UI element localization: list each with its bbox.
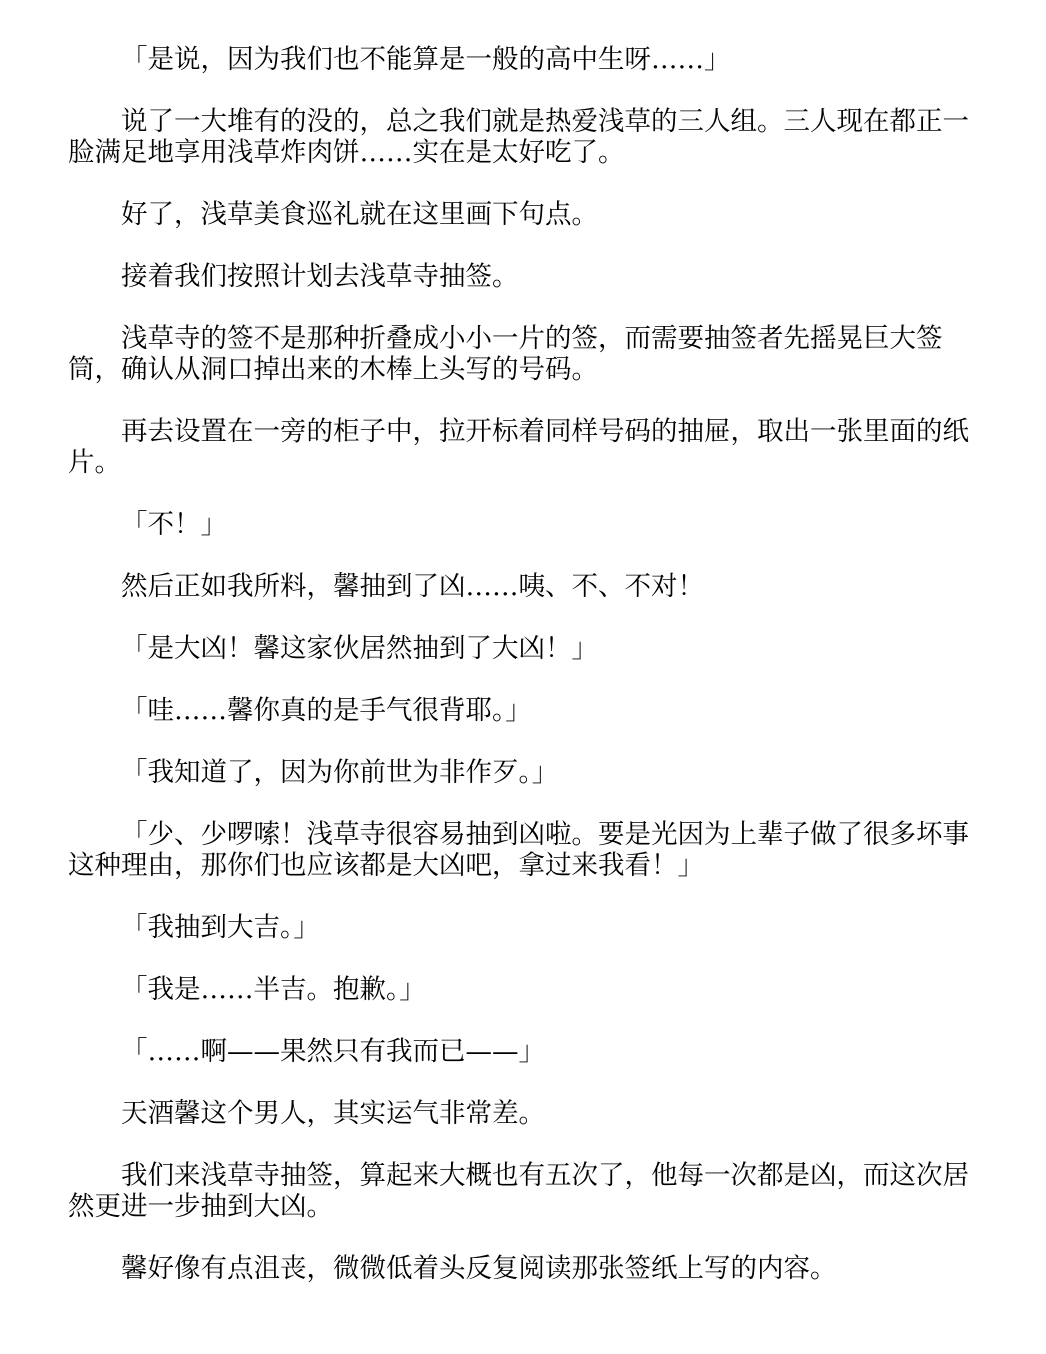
paragraph: 「不！」	[121, 509, 227, 540]
paragraph: 「我知道了，因为你前世为非作歹。」	[121, 757, 559, 788]
paragraph: 再去设置在一旁的柜子中，拉开标着同样号码的抽屉，取出一张里面的纸片。	[68, 416, 969, 478]
paragraph: 「少、少啰嗦！浅草寺很容易抽到凶啦。要是光因为上辈子做了很多坏事这种理由，那你们也应该都是大凶吧，拿过来我看！」	[68, 819, 969, 881]
paragraph: 我们来浅草寺抽签，算起来大概也有五次了，他每一次都是凶，而这次居然更进一步抽到大凶。	[68, 1160, 969, 1222]
paragraph: 浅草寺的签不是那种折叠成小小一片的签，而需要抽签者先摇晃巨大签筒，确认从洞口掉出来的木棒上头写的号码。	[68, 323, 943, 385]
paragraph: 好了，浅草美食巡礼就在这里画下句点。	[121, 199, 598, 230]
paragraph: 说了一大堆有的没的，总之我们就是热爱浅草的三人组。三人现在都正一脸满足地享用浅草炸肉饼……实在是太好吃了。	[68, 106, 969, 168]
paragraph: 「我抽到大吉。」	[121, 912, 320, 943]
paragraph: 然后正如我所料，馨抽到了凶……咦、不、不对！	[121, 571, 704, 602]
paragraph: 「是说，因为我们也不能算是一般的高中生呀……」	[121, 44, 731, 75]
paragraph: 「……啊——果然只有我而已——」	[121, 1036, 545, 1067]
paragraph: 接着我们按照计划去浅草寺抽签。	[121, 261, 519, 292]
paragraph: 「是大凶！馨这家伙居然抽到了大凶！」	[121, 633, 598, 664]
paragraph: 馨好像有点沮丧，微微低着头反复阅读那张签纸上写的内容。	[121, 1253, 837, 1284]
paragraph: 「我是……半吉。抱歉。」	[121, 974, 426, 1005]
paragraph: 「哇……馨你真的是手气很背耶。」	[121, 695, 532, 726]
paragraph: 天酒馨这个男人，其实运气非常差。	[121, 1098, 545, 1129]
text-body	[68, 44, 978, 1315]
